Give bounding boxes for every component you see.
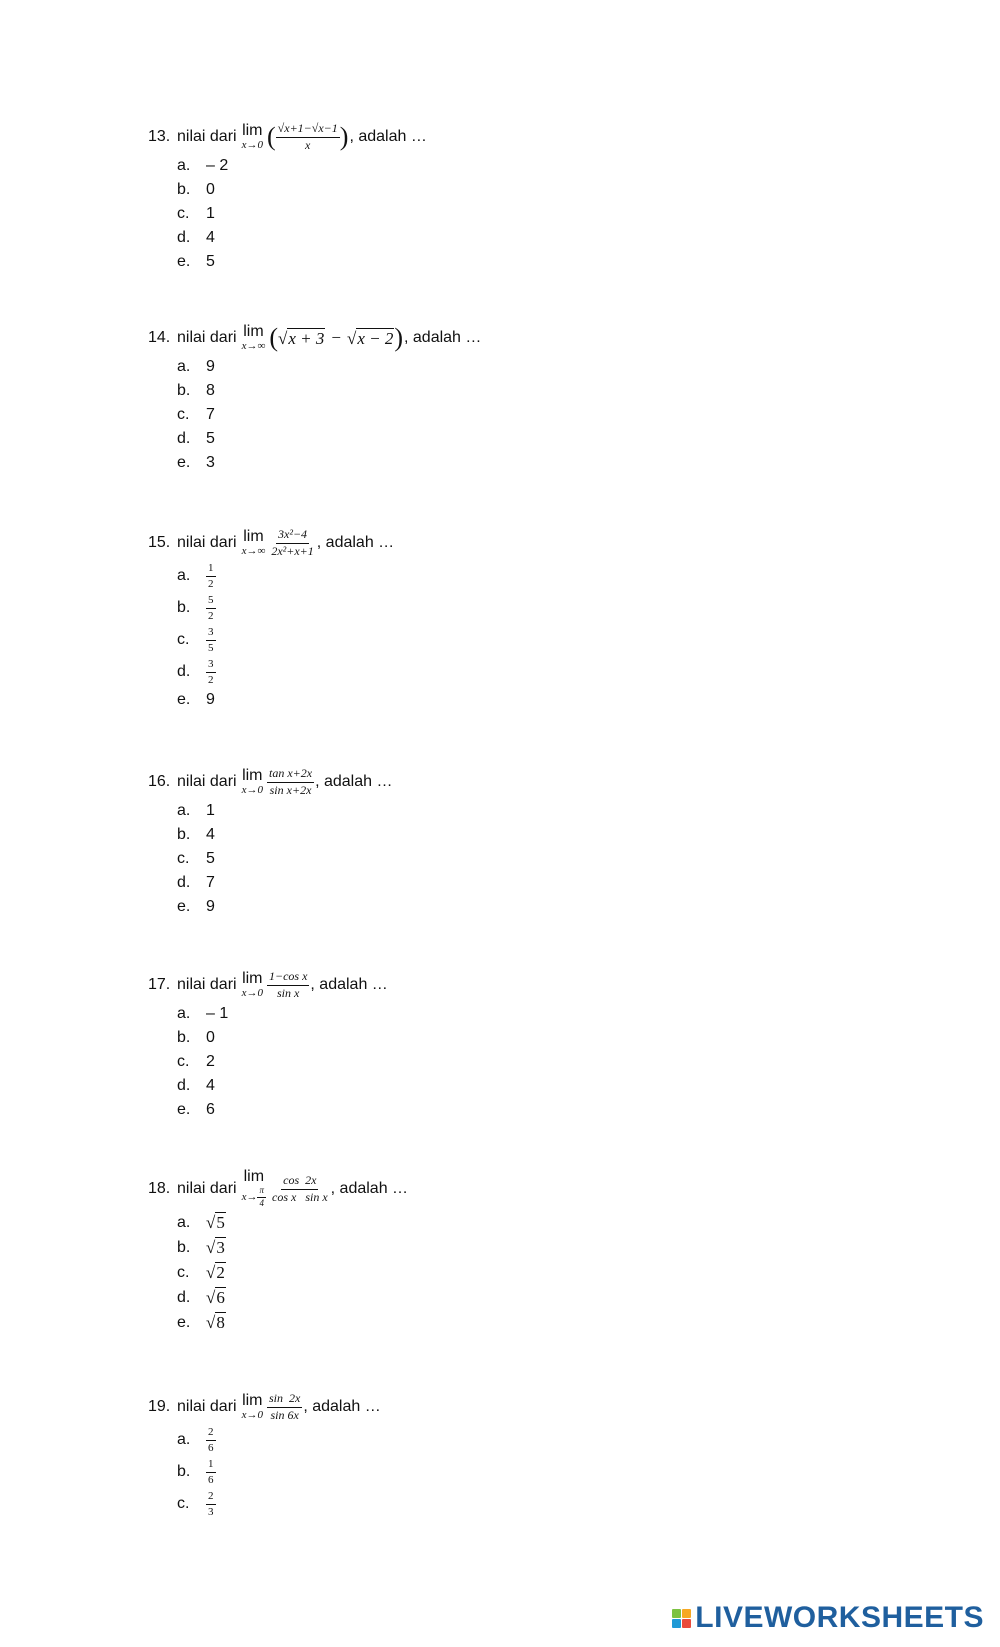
limit-operator: lim x→∞ <box>241 323 266 352</box>
option-a[interactable] <box>177 1210 408 1235</box>
denominator: sin x <box>277 985 300 1000</box>
option-letter: a. <box>177 1005 191 1022</box>
options-list <box>148 1002 388 1122</box>
option-value: √ 6 <box>206 1288 225 1307</box>
question-15 <box>148 526 394 712</box>
limit-operator: lim x→∞ <box>241 528 266 557</box>
option-fraction: $\frac{3}{2}$ <box>208 658 214 686</box>
option-a[interactable] <box>177 1002 388 1026</box>
option-letter: b. <box>177 1029 191 1046</box>
option-c[interactable] <box>177 403 481 427</box>
option-fraction: $\frac{2}{6}$ <box>208 1426 214 1454</box>
option-value: 0 <box>206 1029 215 1046</box>
option-value: 4 <box>206 1077 215 1094</box>
option-letter: a. <box>177 802 191 819</box>
option-letter: c. <box>177 1053 190 1070</box>
question-suffix: , adalah … <box>303 1398 381 1415</box>
option-fraction: $\frac{3}{5}$ <box>208 626 214 654</box>
option-letter: e. <box>177 1313 191 1331</box>
option-value: √ 3 <box>206 1238 225 1257</box>
radical-icon: √ <box>206 1313 216 1332</box>
options-list <box>148 1210 408 1335</box>
option-value: 5 <box>206 430 215 447</box>
option-letter: e. <box>177 1101 191 1118</box>
option-b[interactable] <box>177 379 481 403</box>
option-letter: c. <box>177 1495 190 1512</box>
option-letter: d. <box>177 1077 191 1094</box>
option-letter: b. <box>177 599 191 616</box>
question-19 <box>148 1390 381 1520</box>
option-value: – 1 <box>206 1005 229 1022</box>
question-text: nilai dari <box>177 976 237 993</box>
question-number: 15. <box>148 534 171 551</box>
limit-operator: lim x→ $\frac{\pi}{4}$ <box>241 1168 265 1208</box>
option-letter: c. <box>177 850 190 867</box>
option-e[interactable] <box>177 451 481 475</box>
option-letter: e. <box>177 454 191 471</box>
limit-operator: lim x→0 <box>241 122 263 151</box>
denominator: x <box>305 137 311 152</box>
option-letter: b. <box>177 382 191 399</box>
option-letter: b. <box>177 181 191 198</box>
question-number: 16. <box>148 773 171 790</box>
option-letter: b. <box>177 1238 191 1256</box>
option-value: 9 <box>206 898 215 915</box>
option-letter: c. <box>177 1263 190 1281</box>
option-letter: b. <box>177 826 191 843</box>
option-letter: a. <box>177 567 191 584</box>
option-fraction: $\frac{1}{6}$ <box>208 1458 214 1486</box>
option-value: 5 <box>206 850 215 867</box>
denominator: cos x sin x <box>272 1189 328 1204</box>
option-value: 1 <box>206 205 215 222</box>
option-letter: a. <box>177 157 191 174</box>
option-letter: e. <box>177 691 191 708</box>
limit-expression <box>242 528 316 557</box>
option-c[interactable] <box>177 1488 381 1520</box>
option-c[interactable] <box>177 847 392 871</box>
question-stem <box>148 526 394 560</box>
fraction <box>269 528 315 557</box>
option-c[interactable] <box>177 1050 388 1074</box>
radical-icon: √ <box>206 1263 216 1282</box>
options-list <box>148 799 392 919</box>
question-text: nilai dari <box>177 329 237 346</box>
option-letter: d. <box>177 229 191 246</box>
limit-operator: lim x→0 <box>241 767 263 796</box>
question-18 <box>148 1168 408 1335</box>
sqrt-term: √ x − 2 <box>346 328 394 348</box>
question-13 <box>148 120 427 274</box>
limit-expression <box>242 1392 303 1421</box>
logo-square-red <box>682 1619 691 1628</box>
question-stem <box>148 321 481 355</box>
option-b[interactable] <box>177 1456 381 1488</box>
option-letter: e. <box>177 253 191 270</box>
question-text: nilai dari <box>177 773 237 790</box>
option-b[interactable] <box>177 1235 408 1260</box>
numerator: tan x+2x <box>267 767 314 782</box>
option-letter: b. <box>177 1463 191 1480</box>
fraction <box>267 767 314 796</box>
logo-text: LIVEWORKSHEETS <box>695 1601 984 1634</box>
fraction <box>270 1174 330 1203</box>
question-number: 17. <box>148 976 171 993</box>
right-paren: ) <box>394 323 404 352</box>
logo-square-green <box>672 1609 681 1618</box>
option-letter: d. <box>177 1288 191 1306</box>
minus-sign: − <box>331 328 341 347</box>
option-fraction: $\frac{5}{2}$ <box>208 594 214 622</box>
numerator: sin 2x <box>267 1392 302 1407</box>
question-text: nilai dari <box>177 128 237 145</box>
limit-expression <box>242 324 403 352</box>
option-c[interactable] <box>177 624 394 656</box>
option-value: 9 <box>206 691 215 708</box>
option-b[interactable] <box>177 592 394 624</box>
option-value: 7 <box>206 874 215 891</box>
options-list <box>148 560 394 712</box>
question-suffix: , adalah … <box>310 976 388 993</box>
option-b[interactable] <box>177 178 427 202</box>
option-value: 1 <box>206 802 215 819</box>
question-text: nilai dari <box>177 1180 237 1197</box>
question-17 <box>148 968 388 1122</box>
option-value: 0 <box>206 181 215 198</box>
option-letter: a. <box>177 1213 191 1231</box>
option-d[interactable] <box>177 1285 408 1310</box>
question-suffix: , adalah … <box>404 329 482 346</box>
option-value: 9 <box>206 358 215 375</box>
question-number: 14. <box>148 329 171 346</box>
question-14 <box>148 321 481 475</box>
option-a[interactable] <box>177 355 481 379</box>
option-value: 8 <box>206 382 215 399</box>
liveworksheets-logo[interactable] <box>672 1601 984 1635</box>
radical-icon: √ <box>346 328 357 348</box>
sqrt-term: √ x + 3 <box>278 328 325 348</box>
limit-expression <box>242 1169 330 1209</box>
limit-expression <box>242 767 314 796</box>
fraction <box>276 122 340 151</box>
radical-icon: √ <box>278 328 288 348</box>
option-letter: d. <box>177 663 191 680</box>
logo-square-orange <box>682 1609 691 1618</box>
option-value: 6 <box>206 1101 215 1118</box>
option-value: 7 <box>206 406 215 423</box>
numerator: 3x²−4 <box>276 528 309 543</box>
option-e[interactable] <box>177 895 392 919</box>
option-letter: c. <box>177 631 190 648</box>
denominator: 2x²+x+1 <box>271 543 314 558</box>
question-number: 13. <box>148 128 171 145</box>
denominator: sin x+2x <box>269 782 312 797</box>
numerator: √x+1−√x−1 <box>276 122 340 137</box>
limit-operator: lim x→0 <box>241 1392 263 1421</box>
option-value: 4 <box>206 826 215 843</box>
radical-icon: √ <box>206 1288 216 1307</box>
option-a[interactable] <box>177 799 392 823</box>
option-fraction: $\frac{1}{2}$ <box>208 562 214 590</box>
question-number: 18. <box>148 1180 171 1197</box>
option-value: √ 8 <box>206 1313 225 1332</box>
option-value: 4 <box>206 229 215 246</box>
question-stem <box>148 120 427 154</box>
option-a[interactable] <box>177 560 394 592</box>
options-list <box>148 154 427 274</box>
option-b[interactable] <box>177 823 392 847</box>
option-e[interactable] <box>177 1310 408 1335</box>
option-c[interactable] <box>177 1260 408 1285</box>
right-paren: ) <box>339 122 349 151</box>
option-d[interactable] <box>177 1074 388 1098</box>
option-c[interactable] <box>177 202 427 226</box>
question-suffix: , adalah … <box>315 773 393 790</box>
left-paren: ( <box>269 323 278 352</box>
option-e[interactable] <box>177 1098 388 1122</box>
option-letter: c. <box>177 205 190 222</box>
question-text: nilai dari <box>177 534 237 551</box>
option-letter: a. <box>177 358 191 375</box>
limit-expression <box>242 122 349 151</box>
option-e[interactable] <box>177 688 394 712</box>
question-stem <box>148 1168 408 1210</box>
question-16 <box>148 765 392 919</box>
options-list <box>148 355 481 475</box>
option-d[interactable] <box>177 226 427 250</box>
radical-icon: √ <box>206 1213 216 1232</box>
option-a[interactable] <box>177 154 427 178</box>
left-paren: ( <box>266 122 276 151</box>
option-fraction: $\frac{2}{3}$ <box>208 1490 214 1518</box>
fraction <box>267 970 309 999</box>
numerator: cos 2x <box>281 1174 318 1189</box>
option-d[interactable] <box>177 427 481 451</box>
question-stem <box>148 968 388 1002</box>
option-a[interactable] <box>177 1424 381 1456</box>
fraction <box>267 1392 302 1421</box>
question-text: nilai dari <box>177 1398 237 1415</box>
option-d[interactable] <box>177 871 392 895</box>
option-value: 3 <box>206 454 215 471</box>
question-suffix: , adalah … <box>349 128 427 145</box>
option-e[interactable] <box>177 250 427 274</box>
option-d[interactable] <box>177 656 394 688</box>
option-letter: a. <box>177 1431 191 1448</box>
option-value: – 2 <box>206 157 229 174</box>
option-letter: d. <box>177 430 191 447</box>
limit-expression <box>242 970 310 999</box>
option-letter: d. <box>177 874 191 891</box>
limit-sub-fraction: $\frac{\pi}{4}$ <box>259 1185 264 1208</box>
option-letter: e. <box>177 898 191 915</box>
denominator: sin 6x <box>270 1407 299 1422</box>
radical-icon: √ <box>206 1238 216 1257</box>
logo-square-blue <box>672 1619 681 1628</box>
question-stem <box>148 1390 381 1424</box>
option-value: √ 5 <box>206 1213 225 1232</box>
option-value: 5 <box>206 253 215 270</box>
option-value: √ 2 <box>206 1263 225 1282</box>
limit-operator: lim x→0 <box>241 970 263 999</box>
logo-mark-icon <box>672 1609 691 1628</box>
option-b[interactable] <box>177 1026 388 1050</box>
numerator: 1−cos x <box>267 970 309 985</box>
options-list <box>148 1424 381 1520</box>
question-suffix: , adalah … <box>330 1180 409 1197</box>
question-number: 19. <box>148 1398 171 1415</box>
option-letter: c. <box>177 406 190 423</box>
question-stem <box>148 765 392 799</box>
question-suffix: , adalah … <box>316 534 395 551</box>
option-value: 2 <box>206 1053 215 1070</box>
